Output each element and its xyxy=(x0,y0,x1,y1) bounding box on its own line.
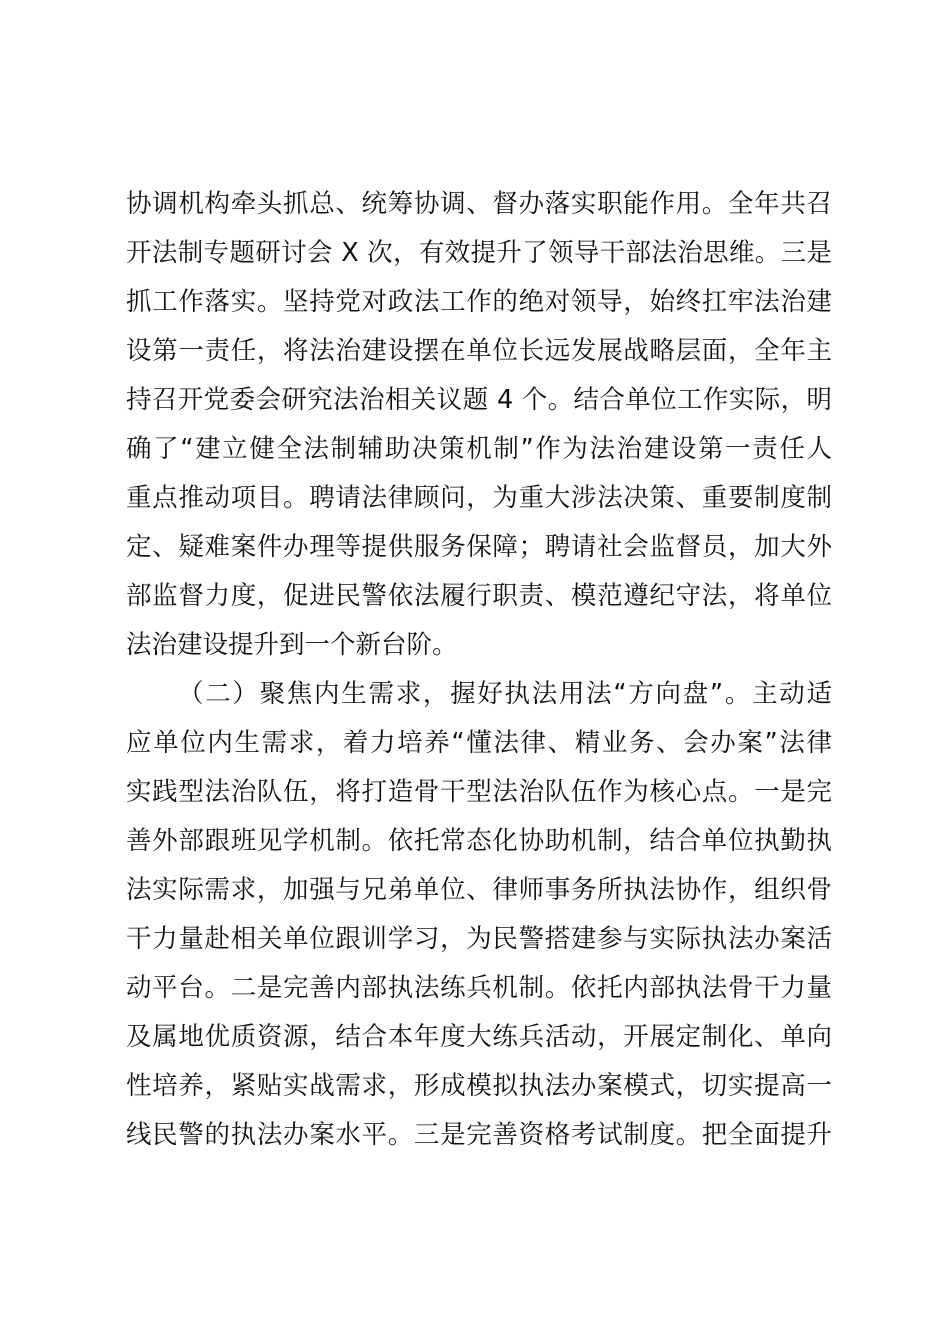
text-line: 协调机构牵头抓总、统筹协调、督办落实职能作用。全年共召 xyxy=(126,189,832,219)
paragraph-2 xyxy=(126,670,832,1160)
text-line: 确了“建立健全法制辅助决策机制”作为法治建设第一责任人 xyxy=(126,434,832,464)
text-line: 动平台。二是完善内部执法练兵机制。依托内部执法骨干力量 xyxy=(126,973,832,1003)
text-line: 法实际需求，加强与兄弟单位、律师事务所执法协作，组织骨 xyxy=(126,875,832,905)
text-line: 应单位内生需求，着力培养“懂法律、精业务、会办案”法律 xyxy=(126,728,832,758)
paragraph-1 xyxy=(126,180,832,670)
document-body xyxy=(126,180,832,1160)
text-line: 干力量赴相关单位跟训学习，为民警搭建参与实际执法办案活 xyxy=(126,924,832,954)
text-line: 持召开党委会研究法治相关议题 4 个。结合单位工作实际，明 xyxy=(126,385,832,415)
section-heading-line: （二）聚焦内生需求，握好执法用法“方向盘”。主动适 xyxy=(178,679,832,709)
text-line: 定、疑难案件办理等提供服务保障；聘请社会监督员，加大外 xyxy=(126,532,832,562)
text-line: 善外部跟班见学机制。依托常态化协助机制，结合单位执勤执 xyxy=(126,826,832,856)
text-line: 及属地优质资源，结合本年度大练兵活动，开展定制化、单向 xyxy=(126,1022,832,1052)
text-line: 实践型法治队伍，将打造骨干型法治队伍作为核心点。一是完 xyxy=(126,777,832,807)
text-line: 抓工作落实。坚持党对政法工作的绝对领导，始终扛牢法治建 xyxy=(126,287,832,317)
text-line: 设第一责任，将法治建设摆在单位长远发展战略层面，全年主 xyxy=(126,336,832,366)
text-line: 部监督力度，促进民警依法履行职责、模范遵纪守法，将单位 xyxy=(126,581,832,611)
text-line: 重点推动项目。聘请法律顾问，为重大涉法决策、重要制度制 xyxy=(126,483,832,513)
text-line: 开法制专题研讨会 X 次，有效提升了领导干部法治思维。三是 xyxy=(126,238,832,268)
text-line: 性培养，紧贴实战需求，形成模拟执法办案模式，切实提高一 xyxy=(126,1071,832,1101)
text-line: 线民警的执法办案水平。三是完善资格考试制度。把全面提升 xyxy=(126,1120,832,1150)
text-line: 法治建设提升到一个新台阶。 xyxy=(126,630,458,660)
